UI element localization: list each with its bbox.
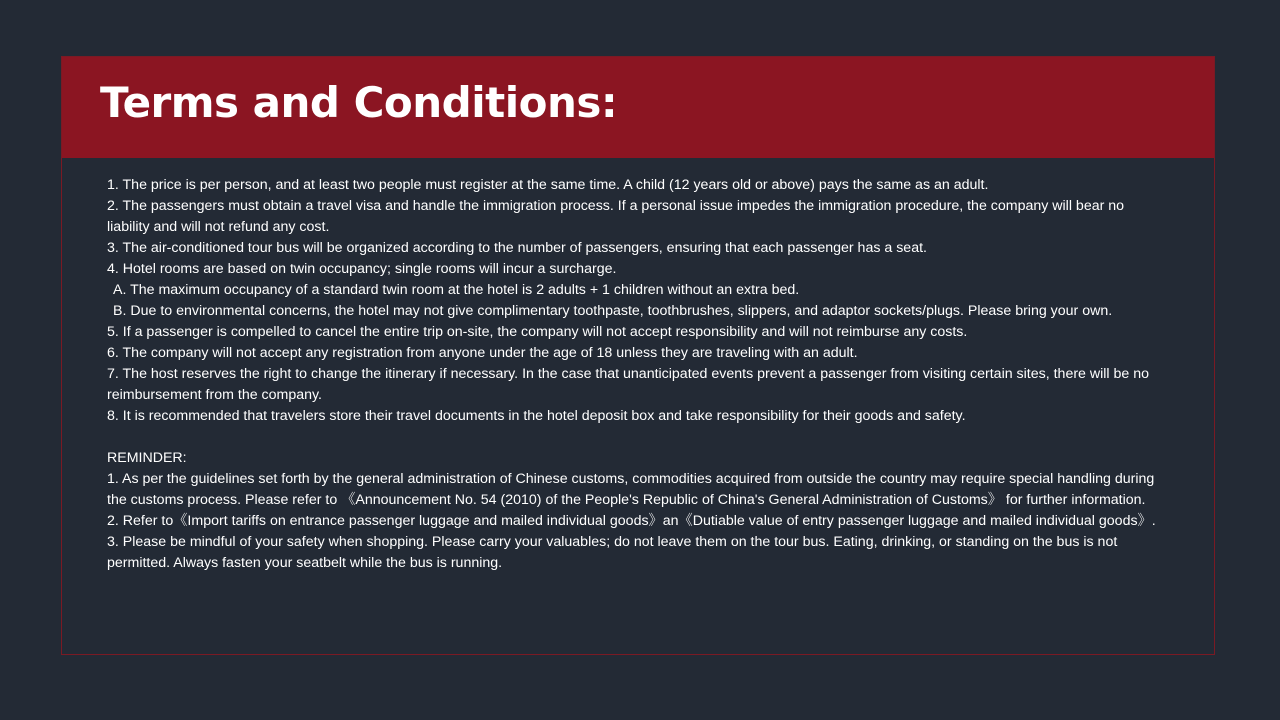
term-item: 2. The passengers must obtain a travel visa and handle the immigration process. If a personal issue impedes the immigration procedure, the company will bear no liability and will not refund any cost.	[107, 198, 1125, 235]
terms-body	[107, 175, 1167, 574]
term-item: 6. The company will not accept any registration from anyone under the age of 18 unless they are traveling with an adult.	[107, 345, 858, 361]
term-subitem: A. The maximum occupancy of a standard twin room at the hotel is 2 adults + 1 children without an extra bed.	[113, 282, 800, 298]
term-item: 3. The air-conditioned tour bus will be organized according to the number of passengers, ensuring that each passenger has a seat.	[107, 240, 927, 256]
section-spacer	[107, 427, 1167, 448]
title-banner	[62, 57, 1214, 158]
reminder-item: 2. Refer to《Import tariffs on entrance passenger luggage and mailed individual goods》an《Dutiable value of entry passenger luggage and mailed individual goods》.	[107, 513, 1156, 529]
page-title: Terms and Conditions:	[100, 78, 618, 127]
reminder-heading: REMINDER:	[107, 450, 187, 466]
reminder-item: 1. As per the guidelines set forth by the general administration of Chinese customs, commodities acquired from outside the country may require special handling during the customs process. Please refer to 《Announcement No. 54 (2010) of the People's Republic of China's General Administration of Customs》 for further information.	[107, 471, 1155, 508]
term-item: 1. The price is per person, and at least two people must register at the same time. A child (12 years old or above) pays the same as an adult.	[107, 177, 989, 193]
term-item: 4. Hotel rooms are based on twin occupancy; single rooms will incur a surcharge.	[107, 261, 617, 277]
term-item: 7. The host reserves the right to change the itinerary if necessary. In the case that unanticipated events prevent a passenger from visiting certain sites, there will be no reimbursement from the company.	[107, 366, 1150, 403]
term-item: 5. If a passenger is compelled to cancel the entire trip on-site, the company will not accept responsibility and will not reimburse any costs.	[107, 324, 968, 340]
reminder-item: 3. Please be mindful of your safety when shopping. Please carry your valuables; do not leave them on the tour bus. Eating, drinking, or standing on the bus is not permitted. Always fasten your seatbelt while the bus is running.	[107, 534, 1118, 571]
terms-card	[61, 56, 1215, 655]
term-subitem: B. Due to environmental concerns, the hotel may not give complimentary toothpaste, toothbrushes, slippers, and adaptor sockets/plugs. Please bring your own.	[113, 303, 1113, 319]
term-item: 8. It is recommended that travelers store their travel documents in the hotel deposit box and take responsibility for their goods and safety.	[107, 408, 966, 424]
